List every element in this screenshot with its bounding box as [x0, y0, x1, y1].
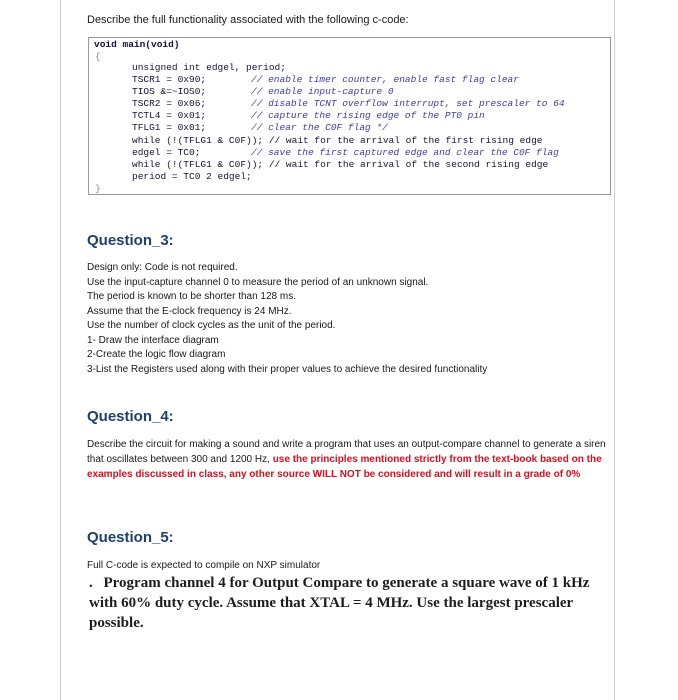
page-border-right	[614, 0, 615, 700]
question-3-line: 3-List the Registers used along with their proper values to achieve the desired functionality	[87, 363, 488, 375]
code-comment: // disable TCNT overflow interrupt, set prescaler to 64	[251, 98, 565, 110]
code-block	[88, 37, 611, 195]
question-3-line: Use the number of clock cycles as the unit of the period.	[87, 320, 336, 331]
question-5-line: Full C-code is expected to compile on NXP simulator	[87, 560, 321, 571]
question-3-title: Question_3:	[87, 232, 174, 249]
code-comment: // save the first captured edge and clear the C0F flag	[251, 146, 559, 158]
question-5-prefix: .	[89, 575, 93, 591]
intro-text: Describe the full functionality associated with the following c-code:	[87, 14, 409, 26]
code-statement: while (!(TFLG1 & C0F)); // wait for the arrival of the second rising edge	[132, 158, 549, 170]
question-3-line: Design only: Code is not required.	[87, 262, 238, 273]
question-4-text: Describe the circuit for making a sound and write a program that uses an output-compare channel to generate a siren that oscillates between 300 and 1200 Hz,	[87, 439, 606, 465]
question-3-line: 1- Draw the interface diagram	[87, 334, 219, 346]
code-statement: TFLG1 = 0x01;	[132, 122, 207, 134]
question-5-title: Question_5:	[87, 529, 174, 546]
code-comment: // capture the rising edge of the PT0 pin	[251, 110, 485, 122]
question-3-line: The period is known to be shorter than 128 ms.	[87, 291, 297, 302]
code-statement: TIOS &=~IOS0;	[132, 86, 207, 98]
question-3-line: Use the input-capture channel 0 to measure the period of an unknown signal.	[87, 276, 429, 288]
question-4-body	[87, 438, 607, 482]
question-3-body	[87, 261, 607, 377]
page-border-left	[60, 0, 61, 700]
code-statement: TSCR2 = 0x06;	[132, 98, 207, 110]
code-comment: // clear the C0F flag */	[251, 122, 388, 134]
question-3-line: Assume that the E-clock frequency is 24 MHz.	[87, 305, 292, 317]
question-4-warning: use the principles mentioned strictly from the text-book based on the examples discussed in class, any other source WILL NOT be considered and will result in a grade of 0%	[87, 453, 602, 480]
code-close-brace: }	[95, 183, 101, 194]
code-statement: period = TC0 2 edgel;	[132, 170, 252, 182]
code-statement: edgel = TC0;	[132, 146, 201, 158]
question-5-problem: Program channel 4 for Output Compare to generate a square wave of 1 kHz with 60% duty cycle. Assume that XTAL = 4 MHz. Use the largest prescaler possible.	[89, 575, 590, 631]
code-statement: TSCR1 = 0x90;	[132, 74, 207, 86]
code-open-brace: {	[95, 51, 101, 62]
code-statement: unsigned int edgel, period;	[132, 62, 286, 73]
code-header: void main(void)	[94, 39, 180, 50]
code-comment: // enable timer counter, enable fast flag clear	[251, 74, 519, 86]
code-statement: TCTL4 = 0x01;	[132, 110, 207, 122]
question-5-problem-block	[89, 573, 609, 633]
question-3-line: 2-Create the logic flow diagram	[87, 349, 226, 360]
question-4-title: Question_4:	[87, 408, 174, 425]
code-statement: while (!(TFLG1 & C0F)); // wait for the arrival of the first rising edge	[132, 134, 543, 146]
code-comment: // enable input-capture 0	[251, 86, 394, 98]
